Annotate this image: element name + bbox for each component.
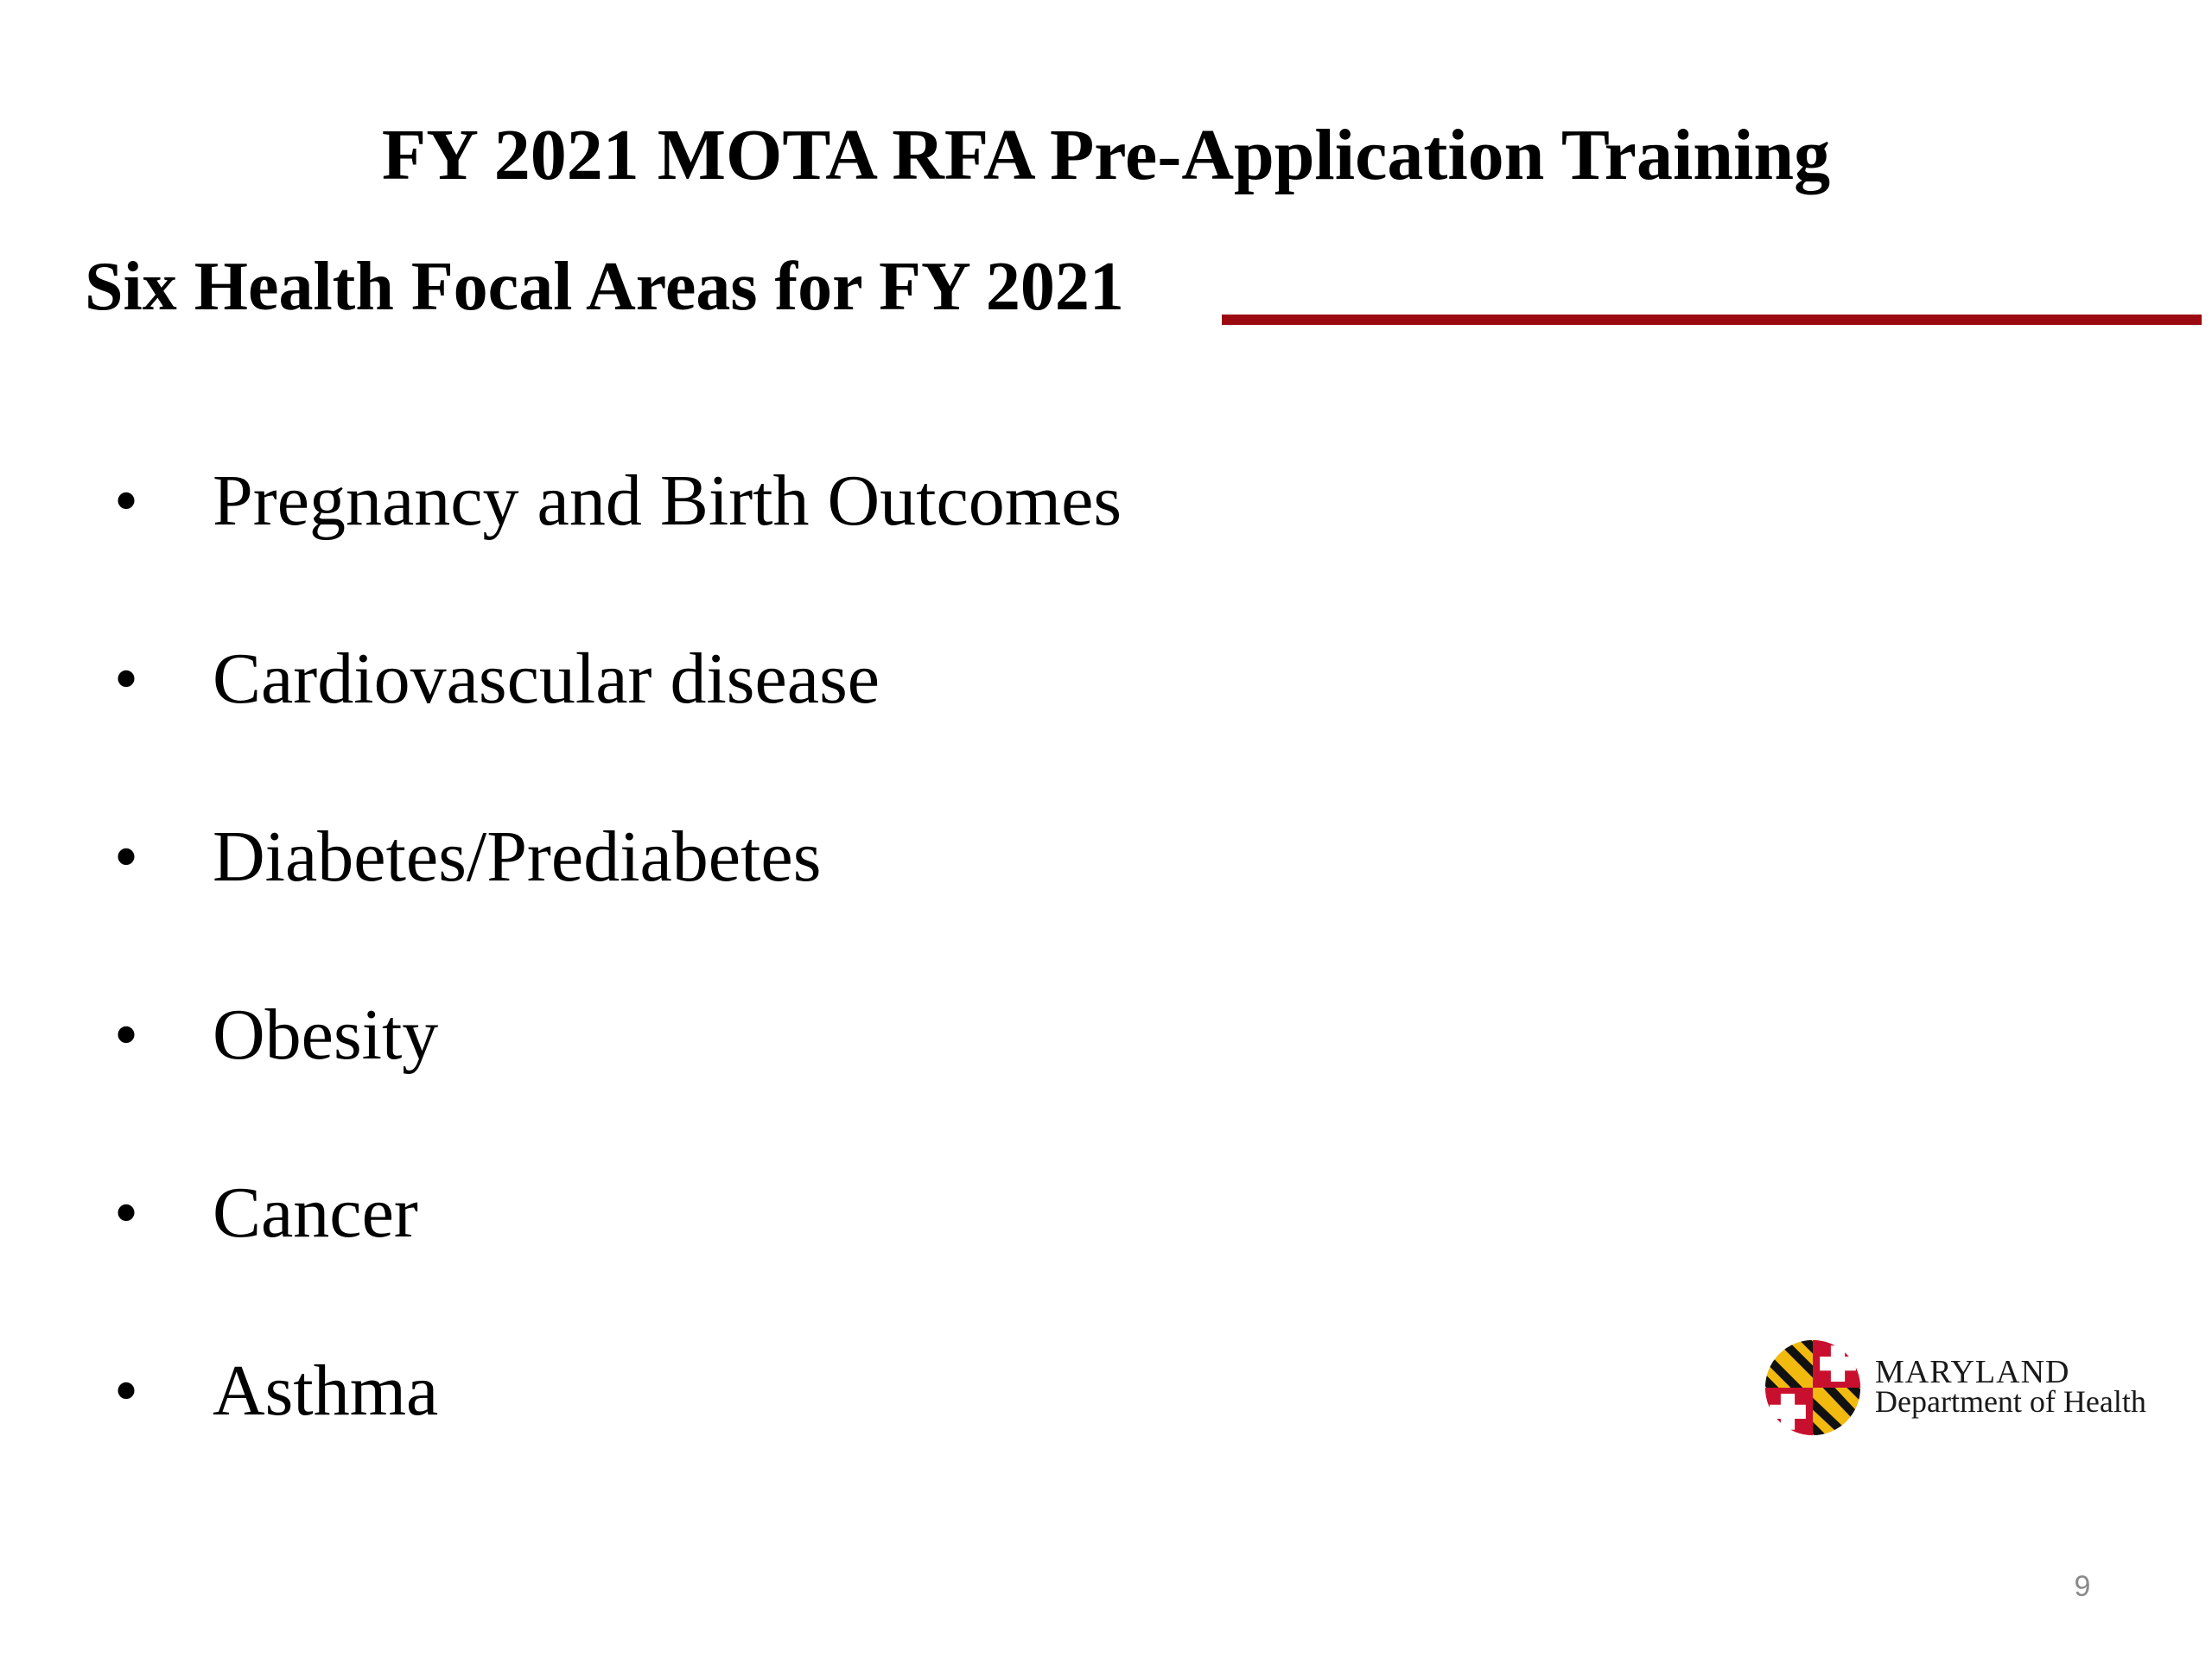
list-item [0,458,1555,636]
list-item [0,814,1555,992]
list-item [0,992,1555,1170]
list-item-text: Asthma [213,1351,439,1431]
list-item-text: Diabetes/Prediabetes [213,817,822,897]
list-item-text: Cardiovascular disease [213,639,880,719]
subtitle-underline-rule [1222,315,2202,325]
list-item [0,1170,1555,1348]
list-item [0,636,1555,814]
list-item-text: Pregnancy and Birth Outcomes [213,461,1122,541]
bullet-icon: • [114,463,139,539]
bullet-icon: • [114,1175,139,1251]
bullet-icon: • [114,1353,139,1429]
bullet-icon: • [114,819,139,895]
bullet-icon: • [114,641,139,717]
subtitle-row [85,244,2202,339]
list-item-text: Obesity [213,995,439,1075]
focal-areas-list [0,458,1555,1526]
slide-title: FY 2021 MOTA RFA Pre-Application Training [381,115,1831,195]
list-item [0,1348,1555,1526]
maryland-flag-seal-icon [1763,1338,1863,1438]
logo-department: Department of Health [1875,1384,2146,1419]
logo-name: MARYLAND [1875,1354,2070,1390]
slide-subtitle: Six Health Focal Areas for FY 2021 [85,249,1124,325]
page-number: 9 [2074,1570,2091,1603]
bullet-icon: • [114,997,139,1073]
maryland-department-of-health-logo [1763,1334,2160,1446]
list-item-text: Cancer [213,1173,418,1253]
